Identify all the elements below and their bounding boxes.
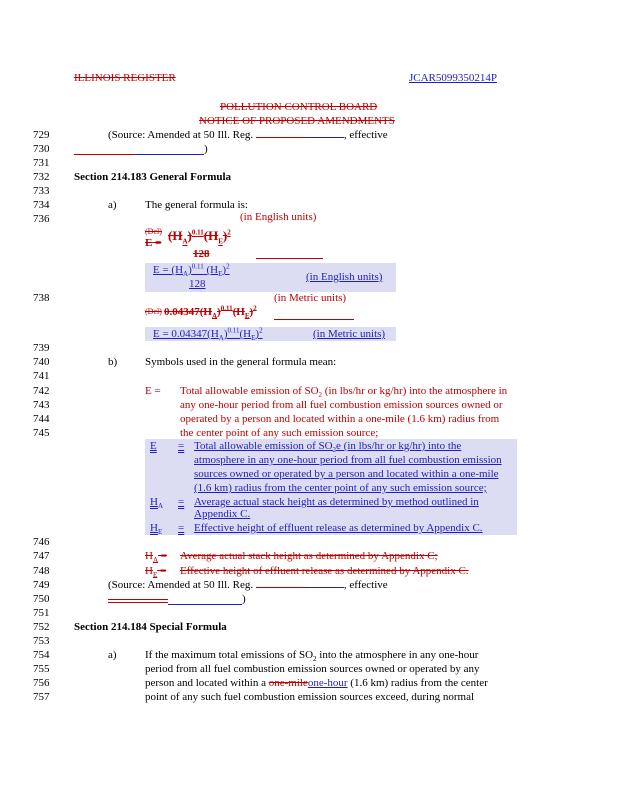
E-definition-3: operated by a person and located within a one-mile (1.6 km) radius from xyxy=(180,413,500,425)
section-heading-183: Section 214.183 General Formula xyxy=(74,171,232,183)
line-number: 741 xyxy=(33,370,50,382)
source-note: (Source: Amended at 50 Ill. Reg. , effective xyxy=(108,129,388,141)
del-tag: (Del) xyxy=(145,227,162,236)
new-E-eq: = xyxy=(178,440,185,452)
old-HA-symbol: $H_A$ = xyxy=(145,550,167,565)
new-metric-units: (in Metric units) xyxy=(313,328,386,340)
old-formula-denominator: 128 xyxy=(193,248,210,260)
new-HE-symbol: $H_E$ xyxy=(150,522,163,537)
old-HE-definition: Effective height of effluent release as determined by Appendix C. xyxy=(180,565,469,577)
section-heading-184: Section 214.184 Special Formula xyxy=(74,621,227,633)
para-a2-line-3: person and located within a one-mileone-hour (1.6 km) radius from the center xyxy=(145,677,488,689)
para-b-text: Symbols used in the general formula mean: xyxy=(145,356,337,368)
old-HE-symbol: $H_E$ = xyxy=(145,565,167,580)
old-HA-definition: Average actual stack height as determined by Appendix C; xyxy=(180,550,438,562)
E-definition-2: any one-hour period from all fuel combustion emission sources owned or xyxy=(180,399,503,411)
old-formula-rule xyxy=(256,258,323,259)
line-number: 743 xyxy=(33,399,50,411)
line-number: 747 xyxy=(33,550,50,562)
para-a2-line-2: period from all fuel combustion emission sources owned or operated by any xyxy=(145,663,480,675)
old-E-symbol: E = xyxy=(145,237,162,249)
new-formula-denominator: 128 xyxy=(189,278,206,290)
line-number: 754 xyxy=(33,649,50,661)
para-a-label: a) xyxy=(108,199,117,211)
line-number: 731 xyxy=(33,157,50,169)
old-metric-formula: $0.04347(H_A)^{0.11}(H_E)^2$ xyxy=(164,304,257,321)
line-number: 738 xyxy=(33,292,50,304)
new-HE-eq: = xyxy=(178,522,185,534)
new-formula-numerator: $E = (H_A)^{0.11}$ $(H_E)^2$ xyxy=(153,262,230,279)
del-tag-metric: (Del) xyxy=(145,307,162,316)
new-HE-definition: Effective height of effluent release as determined by Appendix C. xyxy=(194,522,483,534)
line-number: 742 xyxy=(33,385,50,397)
para-a2-line-4: point of any such fuel combustion emission sources exceed, during normal xyxy=(145,691,475,703)
line-number: 744 xyxy=(33,413,50,425)
line-number: 736 xyxy=(33,213,50,225)
new-E-definition-1: Total allowable emission of $SO_2e$ (in lbs/hr or kg/hr) into the xyxy=(194,440,462,455)
effective-date-blank xyxy=(74,154,134,155)
line-number: 746 xyxy=(33,536,50,548)
new-E-definition-4: (1.6 km) radius from the center point of any such emission source; xyxy=(194,482,487,494)
line-number: 733 xyxy=(33,185,50,197)
new-HA-definition-1: Average actual stack height as determined by method outlined in xyxy=(194,496,479,508)
para-a2-label: a) xyxy=(108,649,117,661)
line-number: 740 xyxy=(33,356,50,368)
new-E-definition-2: atmosphere in any one-hour period from all fuel combustion emission xyxy=(194,454,502,466)
metric-units-note: (in Metric units) xyxy=(274,292,347,304)
line-number: 745 xyxy=(33,427,50,439)
new-E-symbol: E xyxy=(150,440,157,452)
new-HA-eq: = xyxy=(178,496,185,508)
line-number: 752 xyxy=(33,621,50,633)
line-number: 734 xyxy=(33,199,50,211)
E-symbol: E = xyxy=(145,385,161,397)
english-units-note: (in English units) xyxy=(240,211,317,223)
register-title: ILLINOIS REGISTER xyxy=(74,72,176,84)
para-b-label: b) xyxy=(108,356,118,368)
effective-date-blank-2-double xyxy=(108,602,168,603)
new-E-definition-3: sources owned or operated by a person and located within a one-mile xyxy=(194,468,499,480)
source-note-2: (Source: Amended at 50 Ill. Reg. , effective xyxy=(108,579,388,591)
E-definition-4: the center point of any such emission source; xyxy=(180,427,379,439)
line-number: 729 xyxy=(33,129,50,141)
new-metric-formula: $E = 0.04347(H_A)^{0.11}(H_E)^2$ xyxy=(153,326,263,343)
line-number: 750 xyxy=(33,593,50,605)
source-close-2: ) xyxy=(242,593,246,605)
effective-date-blank-new xyxy=(134,154,204,155)
effective-date-blank-2 xyxy=(108,599,168,600)
source-close: ) xyxy=(204,143,208,155)
board-title: POLLUTION CONTROL BOARD xyxy=(220,101,378,113)
line-number: 732 xyxy=(33,171,50,183)
line-number: 739 xyxy=(33,342,50,354)
para-a-text: The general formula is: xyxy=(145,199,248,211)
new-HA-definition-2: Appendix C. xyxy=(194,508,251,520)
line-number: 755 xyxy=(33,663,50,675)
para-a2-line-1: If the maximum total emissions of $SO_2$ into the atmosphere in any one-hour xyxy=(145,649,479,664)
line-number: 748 xyxy=(33,565,50,577)
line-number: 753 xyxy=(33,635,50,647)
new-english-units: (in English units) xyxy=(306,271,383,283)
old-formula-numerator: $(H_A)^{0.11}(H_E)^2$ xyxy=(168,228,231,246)
line-number: 751 xyxy=(33,607,50,619)
jcar-code: JCAR5099350214P xyxy=(409,72,498,84)
line-number: 756 xyxy=(33,677,50,689)
new-HA-symbol: $H_A$ xyxy=(150,496,164,511)
line-number: 749 xyxy=(33,579,50,591)
line-number: 757 xyxy=(33,691,50,703)
E-definition-1: Total allowable emission of $SO_2$ (in lbs/hr or kg/hr) into the atmosphere in xyxy=(180,385,508,400)
effective-date-blank-2-new xyxy=(168,604,242,605)
old-metric-rule xyxy=(274,319,354,320)
line-number: 730 xyxy=(33,143,50,155)
notice-title: NOTICE OF PROPOSED AMENDMENTS xyxy=(199,115,395,127)
